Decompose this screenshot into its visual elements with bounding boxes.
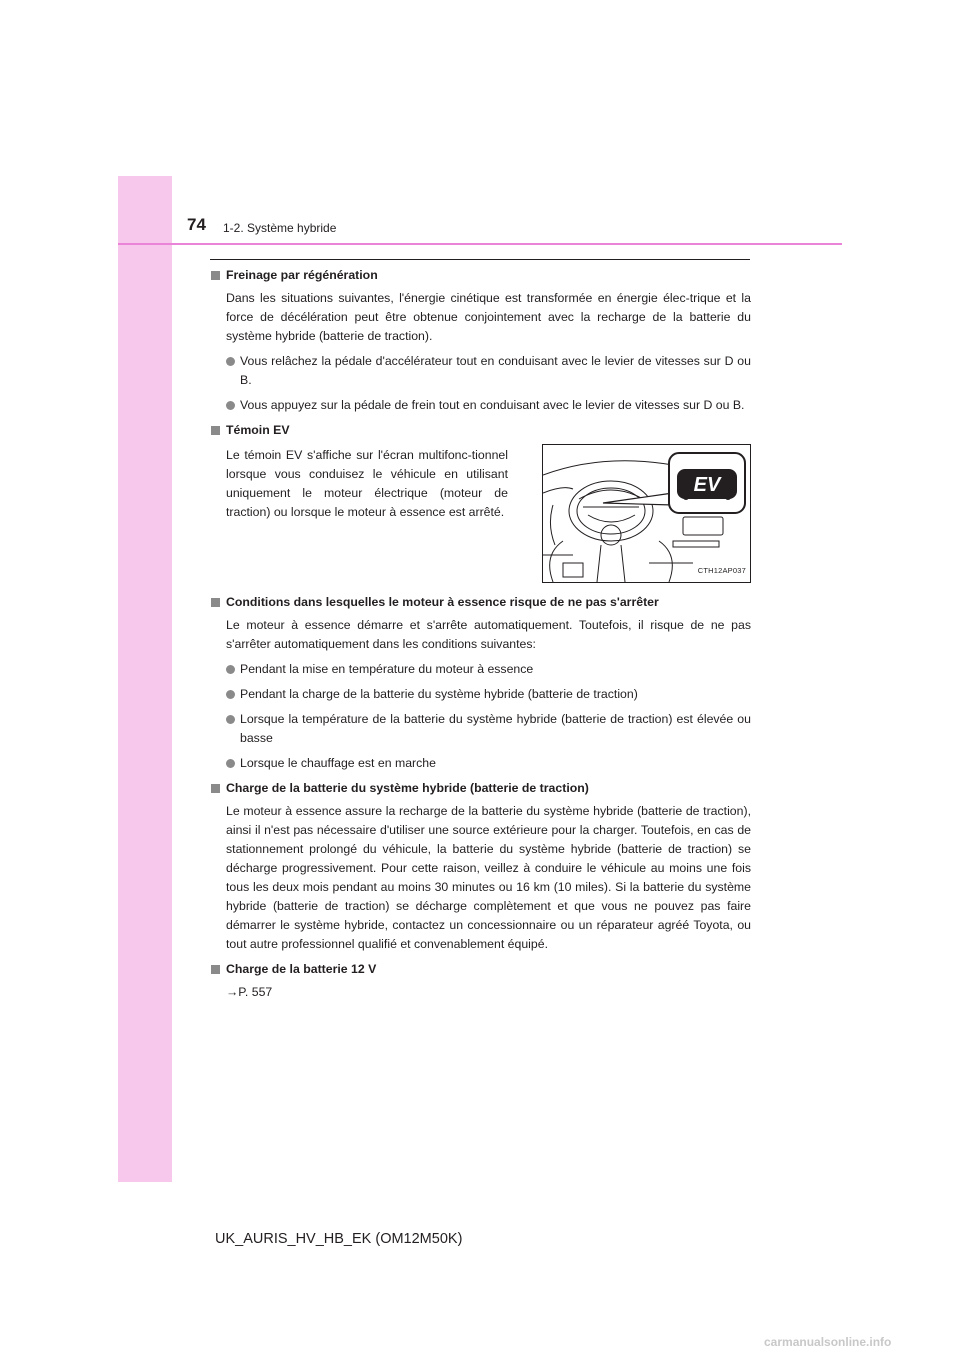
list-item: Pendant la mise en température du moteur à essence [226,660,751,679]
section-paragraph: Le témoin EV s'affiche sur l'écran multifonc-tionnel lorsque vous conduisez le véhicule en utilisant uniquement le moteur électrique (moteur de traction) ou lorsque le moteur à essence est arrêté. [226,448,508,519]
circle-bullet-icon [226,759,235,768]
square-bullet-icon [211,426,220,435]
section-paragraph: Dans les situations suivantes, l'énergie cinétique est transformée en énergie élec-trique et la force de décélération peut être obtenue conjointement avec la recharge de la batterie du système hybride (batterie de traction). [226,291,751,343]
section-heading-regenerative-braking: Freinage par régénération [211,266,751,285]
chapter-sidebar-band [118,176,172,1182]
section-heading-engine-not-stopping: Conditions dans lesquelles le moteur à essence risque de ne pas s'arrêter [211,593,751,612]
section-heading-12v-battery-charge: Charge de la batterie 12 V [211,960,751,979]
circle-bullet-icon [226,401,235,410]
square-bullet-icon [211,784,220,793]
page-number: 74 [187,215,206,234]
figure-code: CTH12AP037 [697,566,746,575]
page-content [211,266,751,1008]
dashboard-illustration [542,444,751,583]
document-code: UK_AURIS_HV_HB_EK (OM12M50K) [215,1231,463,1247]
watermark: carmanualsonline.info [764,1335,892,1349]
circle-bullet-icon [226,665,235,674]
list-item: Vous appuyez sur la pédale de frein tout en conduisant avec le levier de vitesses sur D ou B. [226,396,751,415]
circle-bullet-icon [226,715,235,724]
content-top-rule [210,259,750,260]
section-paragraph: Le moteur à essence assure la recharge de la batterie du système hybride (batterie de traction), ainsi il n'est pas nécessaire d'utiliser une source extérieure pour la charger. Toutefois, en cas de stationnement prolongé du véhicule, la batterie du système hybride (batterie de traction) se décharge progressivement. Pour cette raison, veillez à conduire le véhicule au moins une fois tous les deux mois pendant au moins 30 minutes ou 16 km (10 miles). Si la batterie du système hybride (batterie de traction) se décharge complètement et que vous ne pouvez pas faire démarrer le système hybride, contactez un concessionnaire ou un réparateur agréé Toyota, ou tout autre professionnel qualifié et convenablement équipé. [226,804,751,951]
list-item: Lorsque la température de la batterie du système hybride (batterie de traction) est élevée ou basse [226,710,751,748]
ev-indicator-label: EV [693,474,721,496]
square-bullet-icon [211,965,220,974]
circle-bullet-icon [226,357,235,366]
list-item: Vous relâchez la pédale d'accélérateur tout en conduisant avec le levier de vitesses sur D ou B. [226,352,751,390]
section-heading-ev-indicator: Témoin EV [211,421,751,440]
list-item: Pendant la charge de la batterie du système hybride (batterie de traction) [226,685,751,704]
section-heading-hybrid-battery-charge: Charge de la batterie du système hybride (batterie de traction) [211,779,751,798]
header-divider [118,243,842,245]
section-title: 1-2. Système hybride [223,221,337,235]
list-item: Lorsque le chauffage est en marche [226,754,751,773]
square-bullet-icon [211,271,220,280]
ev-indicator-block [226,444,751,583]
square-bullet-icon [211,598,220,607]
circle-bullet-icon [226,690,235,699]
page-reference-link[interactable]: →P. 557 [226,985,273,999]
section-paragraph: Le moteur à essence démarre et s'arrête automatiquement. Toutefois, il risque de ne pas s'arrêter automatiquement dans les conditions suivantes: [226,618,751,651]
